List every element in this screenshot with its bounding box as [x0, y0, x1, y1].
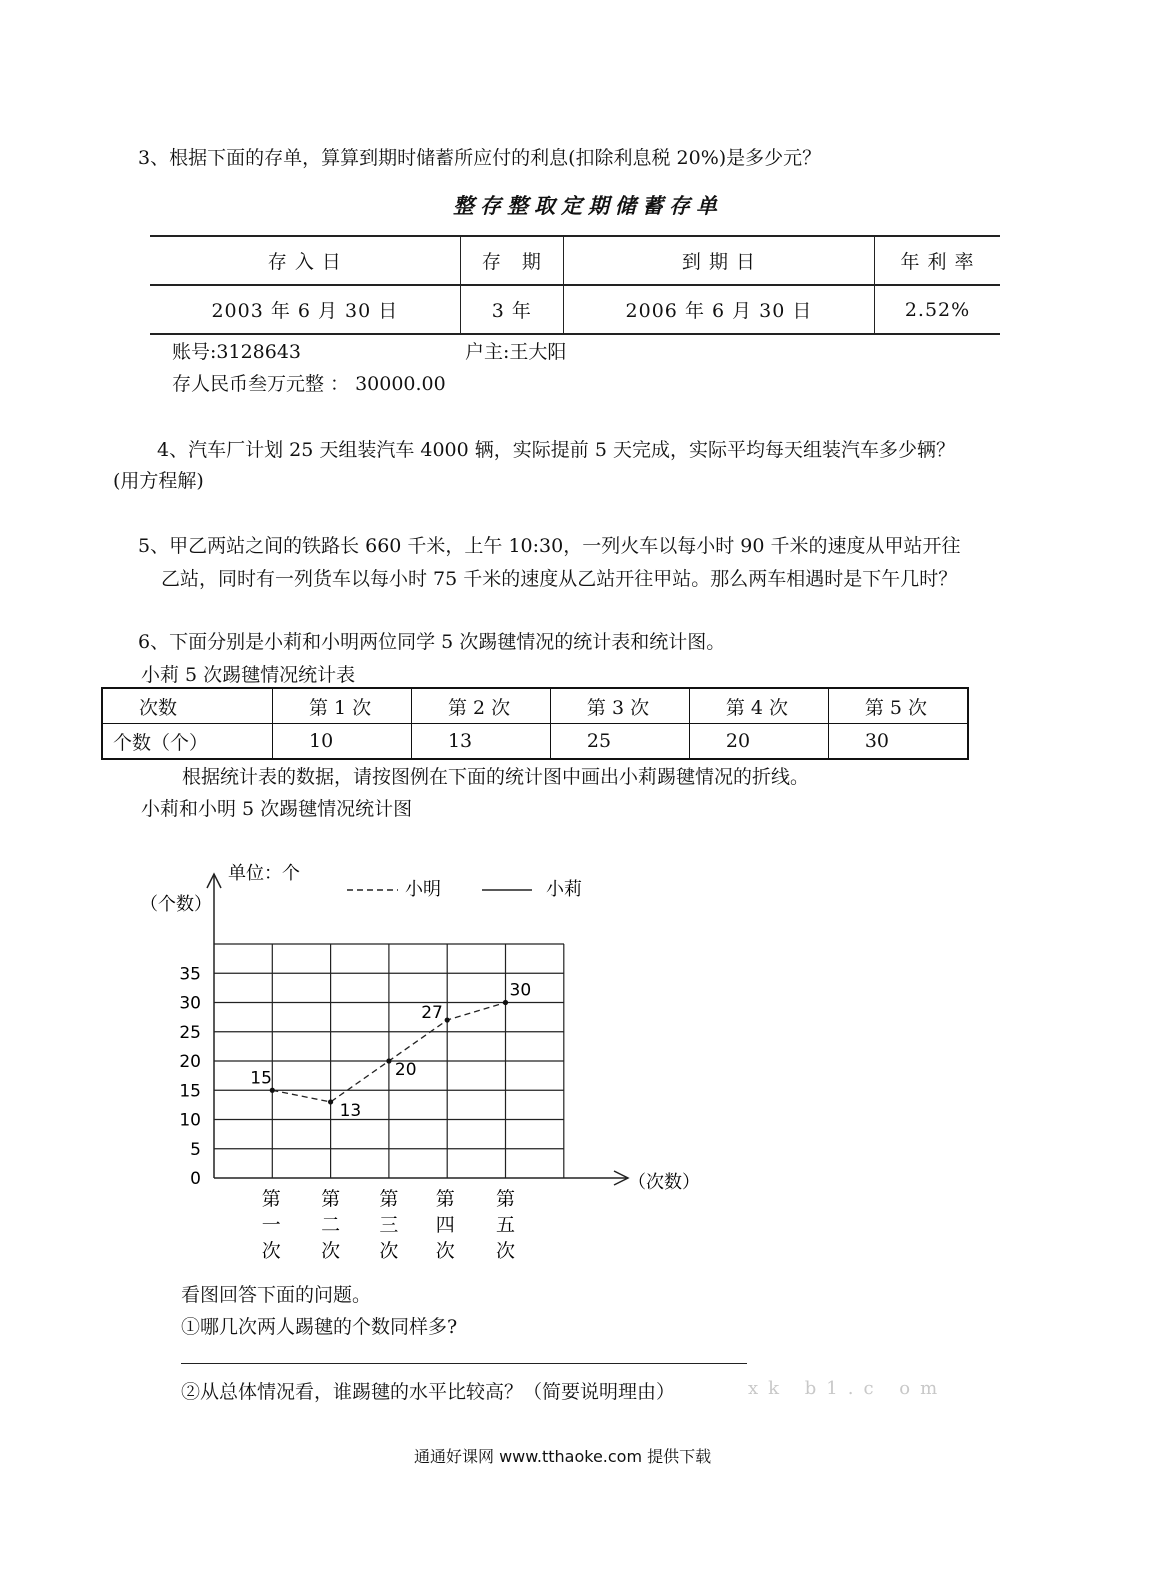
y-tick-label: 10 — [179, 1110, 201, 1131]
account-number: 账号:3128643 — [172, 341, 302, 363]
kick-round-3: 第 3 次 — [550, 688, 689, 724]
x-category-label: 第五次 — [495, 1188, 516, 1262]
kick-count-3: 25 — [550, 724, 689, 760]
account-holder: 户主:王大阳 — [465, 341, 567, 363]
legend-label-xiaoli: 小莉 — [546, 879, 582, 900]
y-axis-label: （个数） — [140, 894, 212, 915]
y-tick-label: 20 — [179, 1052, 201, 1072]
x-axis-label: （次数） — [628, 1172, 700, 1193]
value-term: 3 年 — [460, 285, 563, 334]
x-category-label: 第四次 — [435, 1188, 455, 1262]
data-point — [328, 1099, 333, 1104]
q3-text: 3、根据下面的存单，算算到期时储蓄所应付的利息(扣除利息税 20%)是多少元？ — [138, 147, 822, 169]
footer-text: 通通好课网 www.tthaoke.com 提供下载 — [414, 1447, 712, 1466]
value-deposit-date: 2003 年 6 月 30 日 — [150, 285, 460, 334]
header-deposit-date: 存 入 日 — [150, 236, 460, 285]
y-tick-label: 15 — [179, 1081, 201, 1102]
q6-instruction: 根据统计表的数据，请按图例在下面的统计图中画出小莉踢毽情况的折线。 — [182, 766, 810, 788]
deposit-slip-title: 整存整取定期储蓄存单 — [453, 194, 723, 218]
q6-sub1: ①哪几次两人踢毽的个数同样多? — [181, 1316, 458, 1338]
data-label: 30 — [509, 980, 532, 1001]
data-point — [270, 1088, 275, 1093]
q4-line2: (用方程解) — [113, 470, 204, 492]
y-tick-label: 0 — [190, 1169, 201, 1189]
data-label: 27 — [421, 1003, 443, 1024]
kick-count-2: 13 — [411, 724, 550, 760]
q5-line1: 5、甲乙两站之间的铁路长 660 千米，上午 10:30，一列火车以每小时 90 千米的速度从甲站开往 — [138, 535, 961, 557]
header-annual-rate: 年 利 率 — [874, 236, 1000, 285]
kick-count-label: 个数（个） — [102, 724, 273, 760]
q5-line2: 乙站，同时有一列货车以每小时 75 千米的速度从乙站开往甲站。那么两车相遇时是下午几时？ — [161, 568, 958, 590]
kick-round-4: 第 4 次 — [689, 688, 828, 724]
kick-count-4: 20 — [689, 724, 828, 760]
data-point — [386, 1058, 391, 1063]
y-tick-label: 25 — [179, 1022, 201, 1043]
x-category-label: 第三次 — [379, 1188, 399, 1262]
kick-round-5: 第 5 次 — [828, 688, 968, 724]
data-point — [503, 1000, 508, 1005]
q6-sub2: ②从总体情况看，谁踢毽的水平比较高？（简要说明理由） — [181, 1381, 676, 1403]
data-label: 20 — [394, 1060, 417, 1080]
kick-table-title: 小莉 5 次踢毽情况统计表 — [141, 664, 356, 686]
kick-header-label: 次数 — [102, 688, 273, 724]
header-term: 存 期 — [460, 236, 563, 285]
watermark-text: xk b1.c om — [748, 1378, 948, 1399]
chart-title: 小莉和小明 5 次踢毽情况统计图 — [141, 798, 413, 820]
unit-label: 单位：个 — [228, 863, 300, 884]
y-tick-label: 30 — [179, 993, 201, 1014]
kick-round-1: 第 1 次 — [273, 688, 412, 724]
header-maturity-date: 到 期 日 — [563, 236, 874, 285]
kick-count-5: 30 — [828, 724, 968, 760]
value-maturity-date: 2006 年 6 月 30 日 — [563, 285, 874, 334]
data-point — [445, 1017, 450, 1022]
deposit-amount: 存人民币叁万元整 ： 30000.00 — [172, 373, 446, 395]
kick-round-2: 第 2 次 — [411, 688, 550, 724]
data-label: 15 — [250, 1068, 272, 1089]
x-category-label: 第二次 — [321, 1188, 341, 1262]
data-label: 13 — [339, 1100, 362, 1121]
value-annual-rate: 2.52% — [874, 285, 1000, 334]
y-tick-label: 5 — [190, 1139, 201, 1160]
q6-intro: 6、下面分别是小莉和小明两位同学 5 次踢毽情况的统计表和统计图。 — [138, 631, 726, 653]
kick-count-1: 10 — [273, 724, 412, 760]
q4-line1: 4、汽车厂计划 25 天组装汽车 4000 辆，实际提前 5 天完成，实际平均每天组装汽车多少辆？ — [157, 439, 955, 461]
q6-after: 看图回答下面的问题。 — [181, 1284, 372, 1306]
answer-line — [181, 1363, 747, 1364]
legend-label-xiaoming: 小明 — [405, 879, 441, 900]
y-tick-label: 35 — [179, 964, 201, 985]
x-category-label: 第一次 — [261, 1188, 281, 1262]
